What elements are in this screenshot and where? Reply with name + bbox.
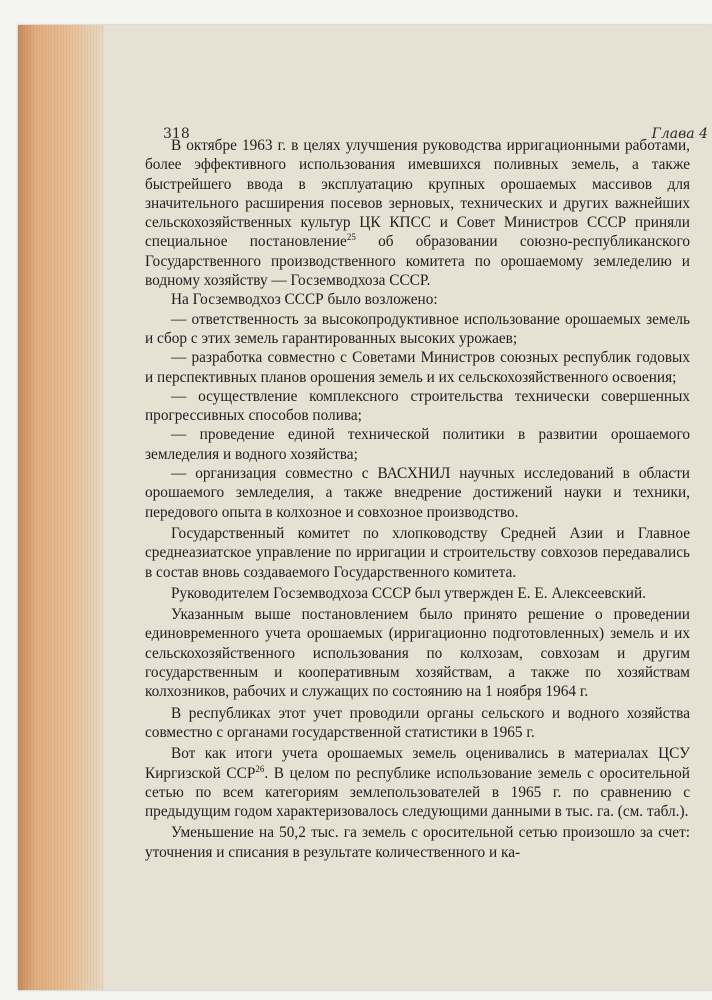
- paragraph: В республиках этот учет проводили органы сельского и водного хозяйства совместно с органами государственной статистики в 1965 г.: [145, 704, 690, 741]
- paragraph: Уменьшение на 50,2 тыс. га земель с оросительной сетью произошло за счет: уточнения и списания в результате количественного и ка-: [145, 824, 690, 861]
- paragraph-text: об образовании союзно-республиканского Государственного производственного комитета по орошаемому земледелию и водному хозяйству — Госземводхоза СССР.: [145, 233, 690, 290]
- footnote-ref: 26: [255, 763, 265, 774]
- paragraph: [145, 744, 690, 821]
- paragraph: — осуществление комплексного строительства технически совершенных прогрессивных способов полива;: [145, 387, 690, 425]
- page-edge: [18, 25, 104, 990]
- paragraph-text: . В целом по республике использование земель с оросительной сетью по всем категориям землепользователей в 1965 г. по сравнению с предыдущим годом характеризовалось следующими данными в тыс. га. (см. табл.).: [145, 764, 690, 821]
- paragraph: [145, 136, 690, 290]
- paragraph-text: Вот как итоги учета орошаемых земель оценивались в материалах ЦСУ Киргизской ССР: [145, 745, 690, 782]
- paragraph: — организация совместно с ВАСХНИЛ научных исследований в области орошаемого земледелия, а также внедрение достижений науки и техники, передового опыта в колхозное и совхозное производство.: [145, 465, 690, 521]
- footnote-ref: 25: [346, 232, 356, 243]
- paragraph: Руководителем Госземводхоза СССР был утвержден Е. Е. Алексеевский.: [171, 584, 646, 602]
- chapter-title: Глава 4: [651, 126, 708, 142]
- body-text: [145, 136, 690, 862]
- page-number: 318: [163, 126, 190, 142]
- paragraph: — ответственность за высокопродуктивное использование орошаемых земель и сбор с этих земель гарантированных высоких урожаев;: [145, 310, 690, 347]
- paragraph: Указанным выше постановлением было принято решение о проведении единовременного учета орошаемых (ирригационно подготовленных) земель и их сельскохозяйственного использования по колхозам, совхозам и другим государственным и кооперативным хозяйствам, а также по хозяйствам колхозников, рабочих и служащих по состоянию на 1 ноября 1964 г.: [145, 606, 690, 701]
- paragraph: На Госземводхоз СССР было возложено:: [171, 291, 438, 309]
- paragraph: — разработка совместно с Советами Министров союзных республик годовых и перспективных планов орошения земель и их сельскохозяйственного освоения;: [145, 349, 690, 386]
- paragraph-text: В октябре 1963 г. в целях улучшения руководства ирригационными работами, более эффективного использования имевшихся поливных земель, а также быстрейшего ввода в эксплуатацию крупных орошаемых массивов для значительного расширения посевов зерновых, технических и других важнейших сельскохозяйственных культур ЦК КПСС и Совет Министров СССР приняли специальное постановление: [145, 137, 690, 251]
- paragraph: — проведение единой технической политики в развитии орошаемого земледелия и водного хозяйства;: [145, 426, 690, 463]
- paragraph: Государственный комитет по хлопководству Средней Азии и Главное среднеазиатское управление по ирригации и строительству совхозов передавались в состав вновь создаваемого Государственного комитета.: [145, 524, 690, 581]
